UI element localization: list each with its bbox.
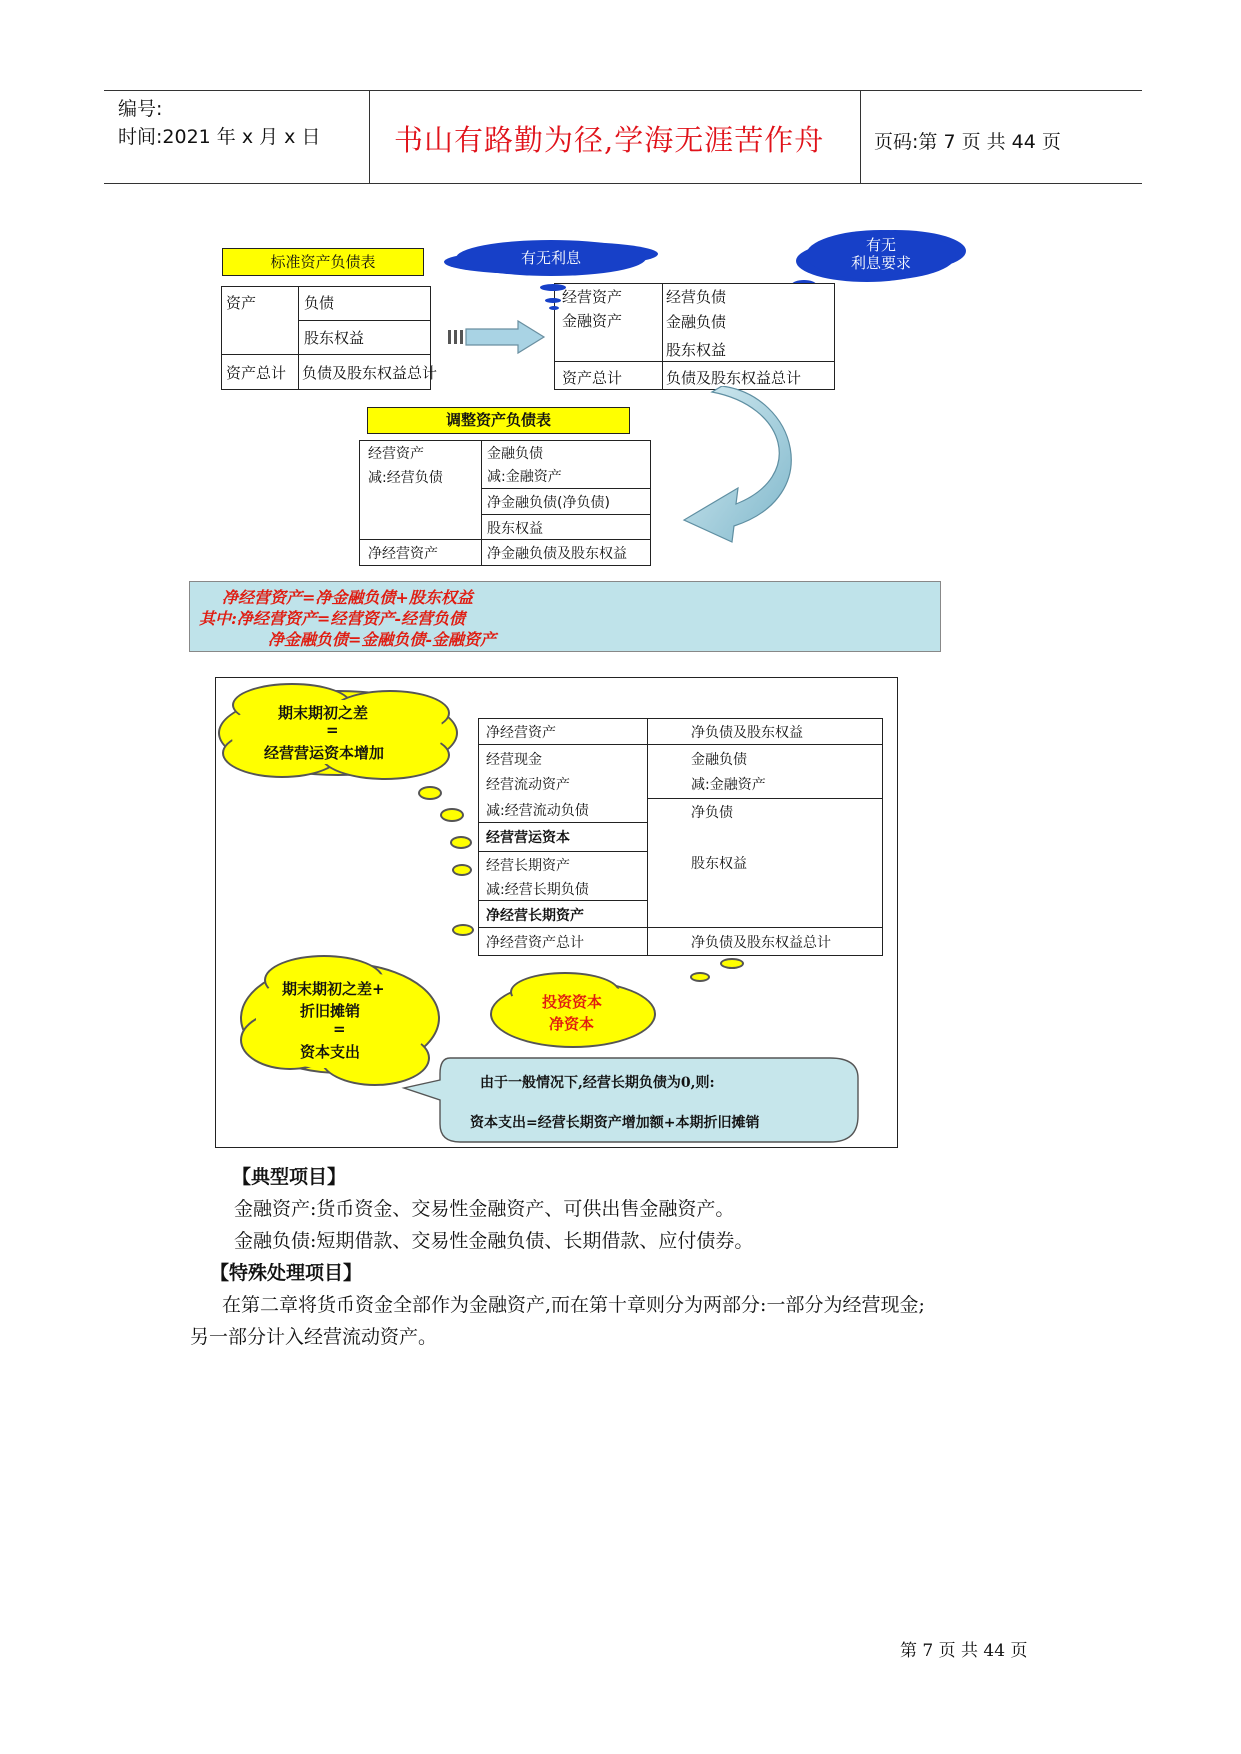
serial-label: 编号: [118, 98, 163, 120]
bt-right-equity [647, 825, 883, 928]
header-divider-right [860, 90, 861, 184]
std-asset-label: 资产 [226, 294, 257, 312]
bubble [720, 958, 744, 969]
bt-right-head-label: 净负债及股东权益 [691, 725, 803, 741]
right-fin-liab: 金融负债 [666, 313, 727, 331]
typical-heading: 【典型项目】 [232, 1166, 347, 1188]
bt-left-1: 经营现金 [486, 752, 542, 768]
callout-line2: 资本支出=经营长期资产增加额+本期折旧摊销 [470, 1115, 760, 1131]
cloud-invest-line1: 投资资本 [542, 993, 603, 1011]
adj-equity: 股东权益 [487, 521, 543, 537]
bubble [690, 972, 710, 982]
formula-line3: 净金融负债=金融负债-金融资产 [268, 630, 497, 649]
right-equity: 股东权益 [666, 341, 727, 359]
bubble [450, 836, 472, 849]
bt-left-8: 净经营资产总计 [486, 935, 584, 951]
special-line2: 另一部分计入经营流动资产。 [190, 1326, 438, 1348]
header-divider-left [369, 90, 370, 184]
arrow-right-icon [448, 319, 548, 355]
adj-total: 净金融负债及股东权益 [487, 546, 627, 562]
cloud-req-line1: 有无 [865, 236, 896, 254]
bt-right-net-liab: 净负债 [691, 805, 733, 821]
cloud-top-line3: 经营营运资本增加 [264, 744, 385, 762]
fin-liab-line: 金融负债:短期借款、交易性金融负债、长期借款、应付债券。 [234, 1230, 754, 1252]
cloud-bottom-line3: = [333, 1020, 346, 1038]
std-asset-total-label: 资产总计 [226, 364, 287, 382]
blue-mark [549, 306, 559, 310]
formula-line2: 其中:净经营资产=经营资产-经营负债 [199, 609, 465, 628]
bt-right-equity-label: 股东权益 [691, 856, 747, 872]
adj-fin-liab: 金融负债 [487, 446, 543, 462]
header-bottom-rule [104, 183, 1142, 184]
page-label: 页码:第 7 页 共 44 页 [874, 131, 1061, 153]
right-op-asset: 经营资产 [562, 288, 623, 306]
adj-net-op-asset: 净经营资产 [368, 546, 438, 562]
bubble [452, 864, 472, 876]
bt-left-0: 净经营资产 [486, 725, 556, 741]
bt-right-fin-liab: 金融负债 [691, 752, 747, 768]
blue-mark [545, 298, 561, 303]
right-asset-total: 资产总计 [562, 369, 623, 387]
bt-right-netliab [647, 798, 883, 826]
callout-bubble [400, 1054, 862, 1146]
adj-op-asset: 经营资产 [368, 446, 424, 462]
bt-left-4: 经营营运资本 [486, 830, 570, 846]
cloud-top-line1: 期末期初之差 [278, 704, 369, 722]
bt-left-2: 经营流动资产 [486, 777, 570, 793]
right-fin-asset: 金融资产 [562, 312, 623, 330]
cloud-req-line2: 利息要求 [850, 254, 911, 272]
right-op-liab: 经营负债 [666, 288, 727, 306]
cloud-interest-text: 有无利息 [520, 249, 581, 267]
right-liab-total: 负债及股东权益总计 [666, 369, 802, 387]
cloud-invest-line2: 净资本 [549, 1015, 595, 1033]
bt-left-6: 减:经营长期负债 [486, 882, 589, 898]
cloud-interest-requirement [806, 230, 956, 280]
bt-right-less-fin-asset: 减:金融资产 [691, 777, 766, 793]
std-balance-title: 标准资产负债表 [222, 248, 424, 276]
header-top-rule [104, 90, 1142, 91]
fin-asset-line: 金融资产:货币资金、交易性金融资产、可供出售金融资产。 [234, 1198, 735, 1220]
header-motto: 书山有路勤为径,学海无涯苦作舟 [394, 123, 825, 157]
cloud-interest [456, 240, 646, 276]
bubble [440, 808, 464, 822]
bt-left-3: 减:经营流动负债 [486, 803, 589, 819]
footer-page: 第 7 页 共 44 页 [900, 1641, 1028, 1661]
std-equity-label: 股东权益 [304, 329, 365, 347]
adj-net-fin-liab: 净金融负债(净负债) [487, 495, 610, 511]
cloud-bottom-line4: 资本支出 [300, 1043, 361, 1061]
bt-right-total-label: 净负债及股东权益总计 [691, 935, 831, 951]
curved-arrow-icon [676, 386, 806, 546]
bt-left-7: 净经营长期资产 [486, 908, 584, 924]
special-line1: 在第二章将货币资金全部作为金融资产,而在第十章则分为两部分:一部分为经营现金; [222, 1294, 925, 1316]
cloud-top-line2: = [326, 721, 339, 739]
callout-line1: 由于一般情况下,经营长期负债为0,则: [480, 1075, 715, 1091]
time-label: 时间:2021 年 x 月 x 日 [118, 126, 321, 148]
adj-less-fin-asset: 减:金融资产 [487, 469, 562, 485]
cloud-bottom-line1: 期末期初之差+ [282, 980, 385, 998]
adj-less-op-liab: 减:经营负债 [368, 470, 443, 486]
std-liab-label: 负债 [304, 294, 335, 312]
adj-balance-title: 调整资产负债表 [367, 407, 630, 434]
bubble [452, 924, 474, 936]
bubble [418, 786, 442, 800]
std-liab-total-label: 负债及股东权益总计 [302, 364, 438, 382]
special-heading: 【特殊处理项目】 [210, 1262, 363, 1284]
cloud-bottom-line2: 折旧摊销 [300, 1002, 361, 1020]
bt-left-5: 经营长期资产 [486, 858, 570, 874]
formula-line1: 净经营资产=净金融负债+股东权益 [222, 588, 473, 607]
